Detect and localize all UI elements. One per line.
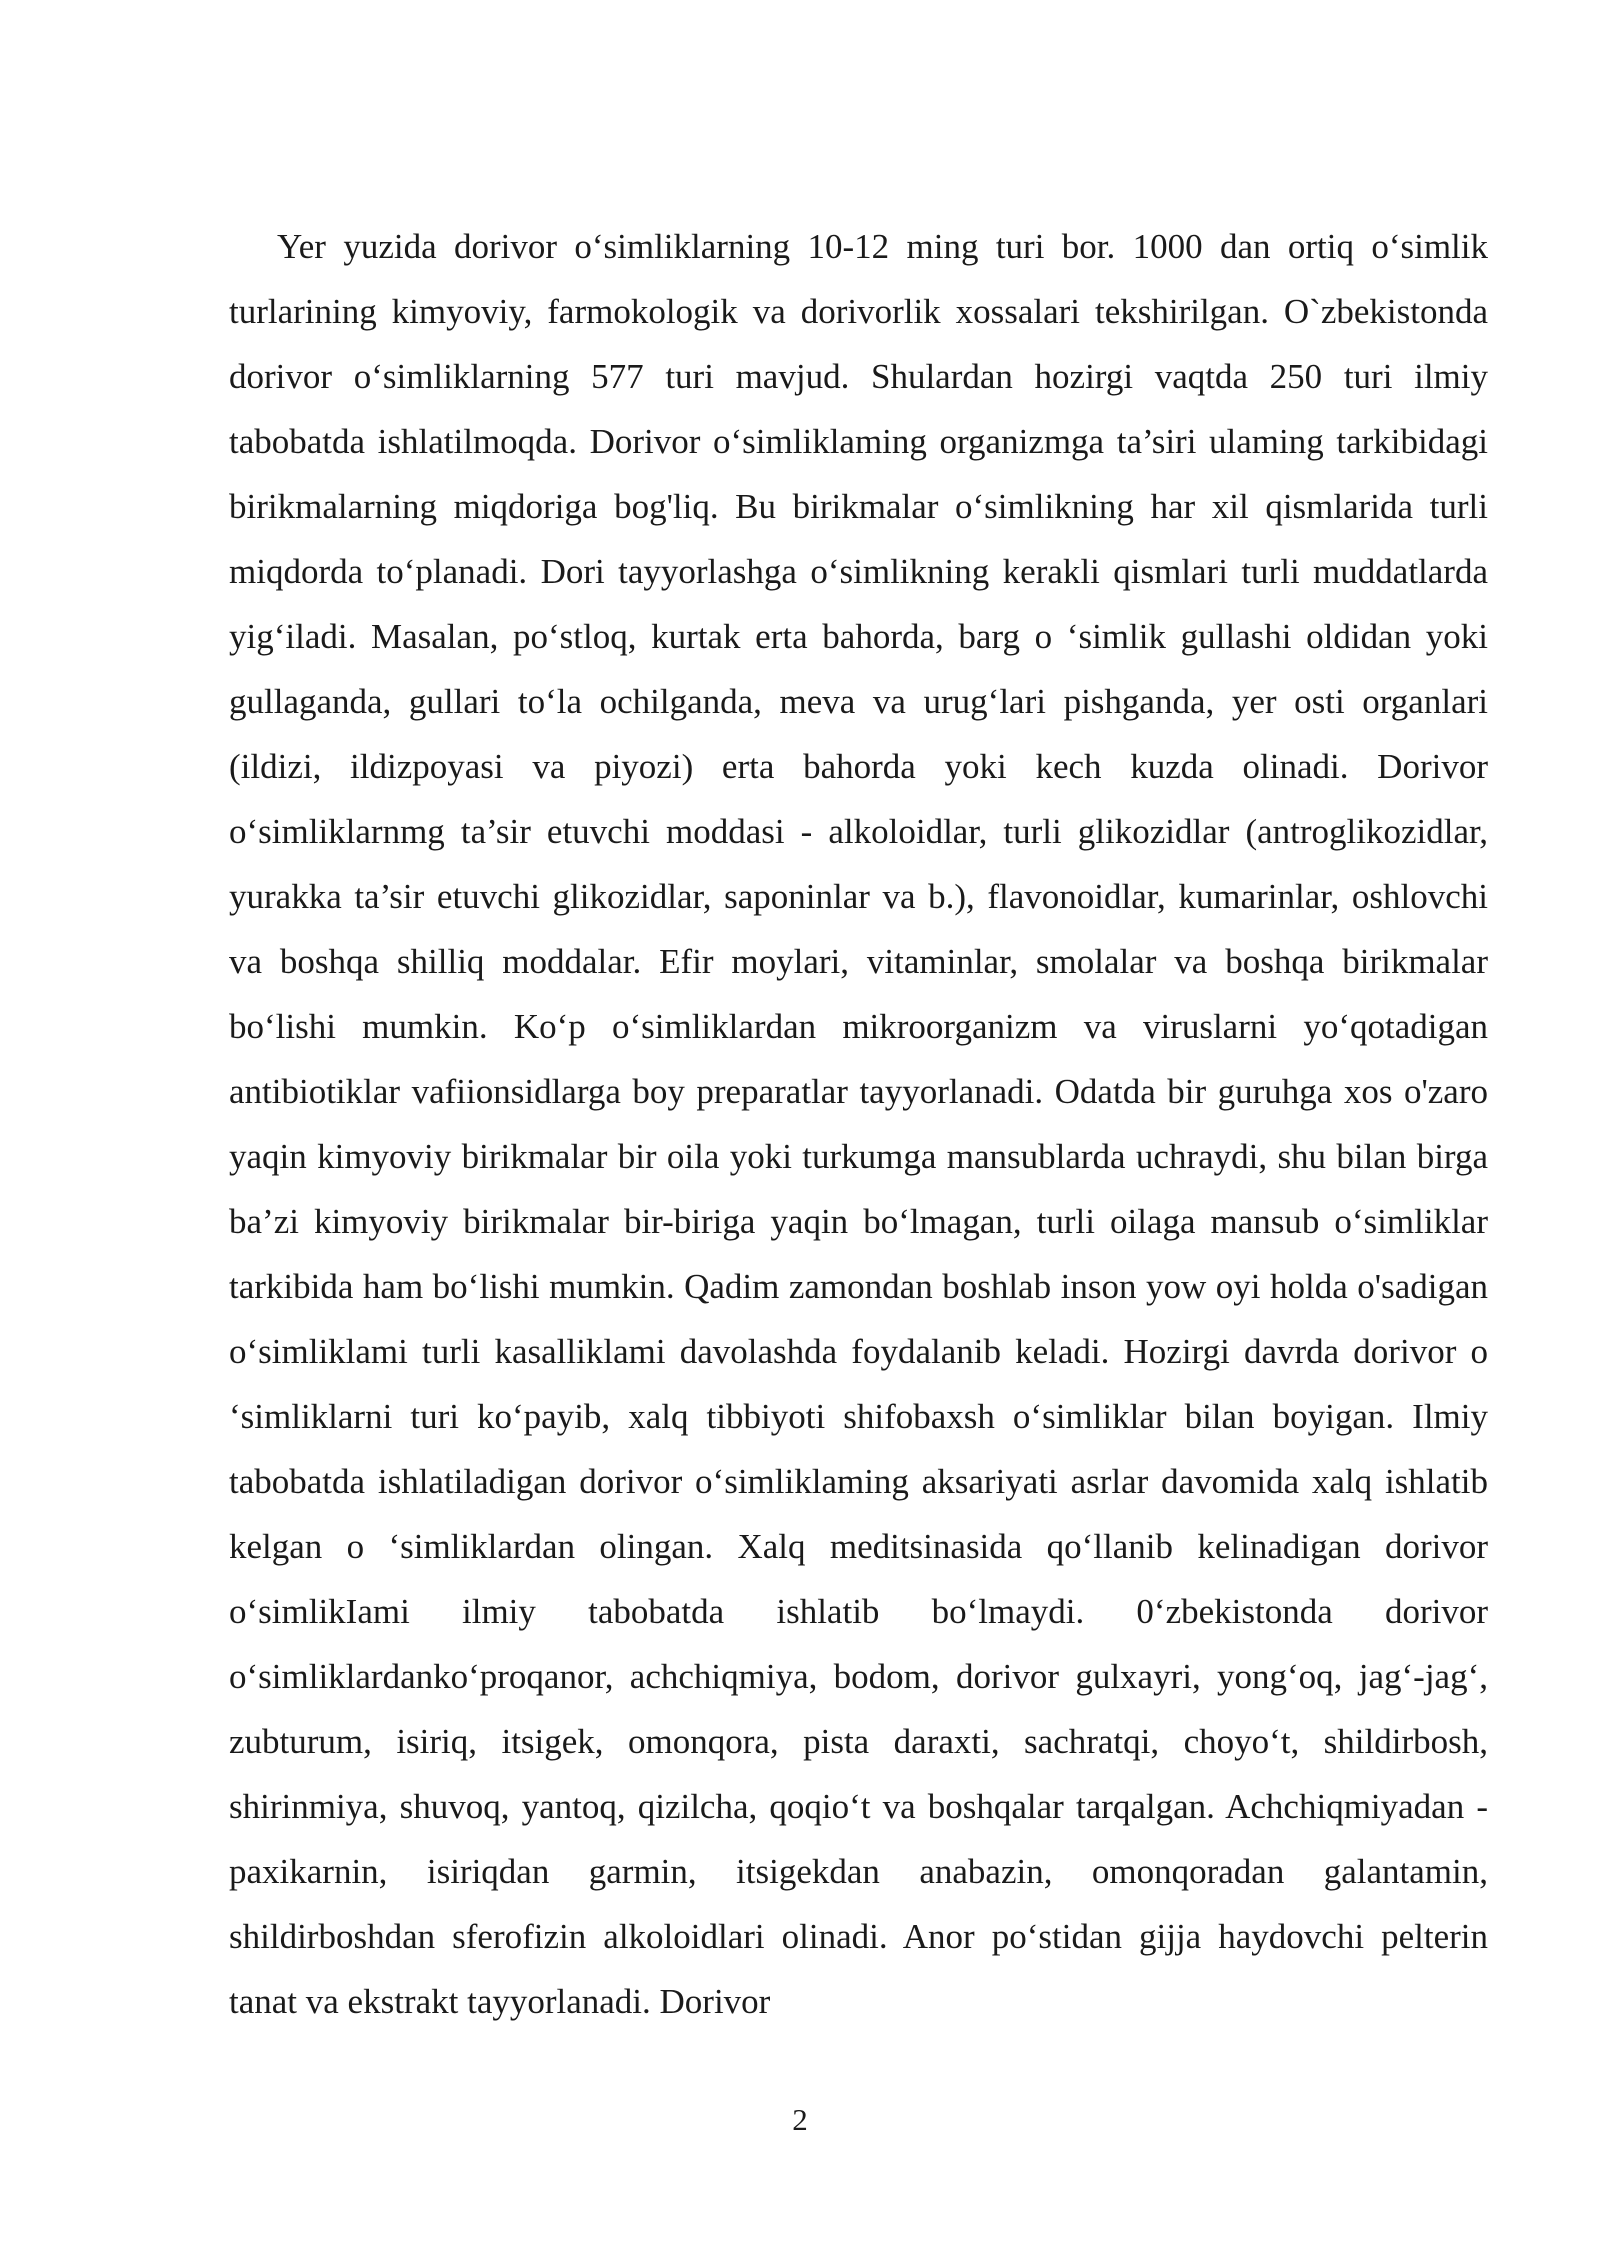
page-number: 2 — [792, 2102, 808, 2137]
body-paragraph: Yer yuzida dorivor o‘simliklarning 10-12 ming turi bor. 1000 dan ortiq o‘simlik turlarining kimyoviy, farmokologik va dorivorlik xossalari tekshirilgan. O`zbekistonda dorivor o‘simliklarning 577 turi mavjud. Shulardan hozirgi vaqtda 250 turi ilmiy tabobatda ishlatilmoqda. Dorivor o‘simliklaming organizmga ta’siri ulaming tarkibidagi birikmalarning miqdoriga bog'liq. Bu birikmalar o‘simlikning har xil qismlarida turli miqdorda to‘planadi. Dori tayyorlashga o‘simlikning kerakli qismlari turli muddatlarda yig‘iladi. Masalan, po‘stloq, kurtak erta bahorda, barg o ‘simlik gullashi oldidan yoki gullaganda, gullari to‘la ochilganda, meva va urug‘lari pishganda, yer osti organlari (ildizi, ildizpoyasi va piyozi) erta bahorda yoki kech kuzda olinadi. Dorivor o‘simliklarnmg ta’sir etuvchi moddasi - alkoloidlar, turli glikozidlar (antroglikozidlar, yurakka ta’sir etuvchi glikozidlar, saponinlar va b.), flavonoidlar, kumarinlar, oshlovchi va boshqa shilliq moddalar. Efir moylari, vitaminlar, smolalar va boshqa birikmalar bo‘lishi mumkin. Ko‘p o‘simliklardan mikroorganizm va viruslarni yo‘qotadigan antibiotiklar vafiionsidlarga boy preparatlar tayyorlanadi. Odatda bir guruhga xos o'zaro yaqin kimyoviy birikmalar bir oila yoki turkumga mansublarda uchraydi, shu bilan birga ba’zi kimyoviy birikmalar bir-biriga yaqin bo‘lmagan, turli oilaga mansub o‘simliklar tarkibida ham bo‘lishi mumkin. Qadim zamondan boshlab inson yow oyi holda o'sadigan o‘simliklami turli kasalliklami davolashda foydalanib keladi. Hozirgi davrda dorivor o ‘simliklarni turi ko‘payib, xalq tibbiyoti shifobaxsh o‘simliklar bilan boyigan. Ilmiy tabobatda ishlatiladigan dorivor o‘simliklaming aksariyati asrlar davomida xalq ishlatib kelgan o ‘simliklardan olingan. Xalq meditsinasida qo‘llanib kelinadigan dorivor o‘simlikIami ilmiy tabobatda ishlatib bo‘lmaydi. 0‘zbekistonda dorivor o‘simliklardanko‘proqanor, achchiqmiya, bodom, dorivor gulxayri, yong‘oq, jag‘-jag‘, zubturum, isiriq, itsigek, omonqora, pista daraxti, sachratqi, choyo‘t, shildirbosh, shirinmiya, shuvoq, yantoq, qizilcha, qoqio‘t va boshqalar tarqalgan. Achchiqmiyadan - paxikarnin, isiriqdan garmin, itsigekdan anabazin, omonqoradan galantamin, shildirboshdan sferofizin alkoloidlari olinadi. Anor po‘stidan gijja haydovchi pelterin tanat va ekstrakt tayyorlanadi. Dorivor — [229, 227, 1488, 2021]
